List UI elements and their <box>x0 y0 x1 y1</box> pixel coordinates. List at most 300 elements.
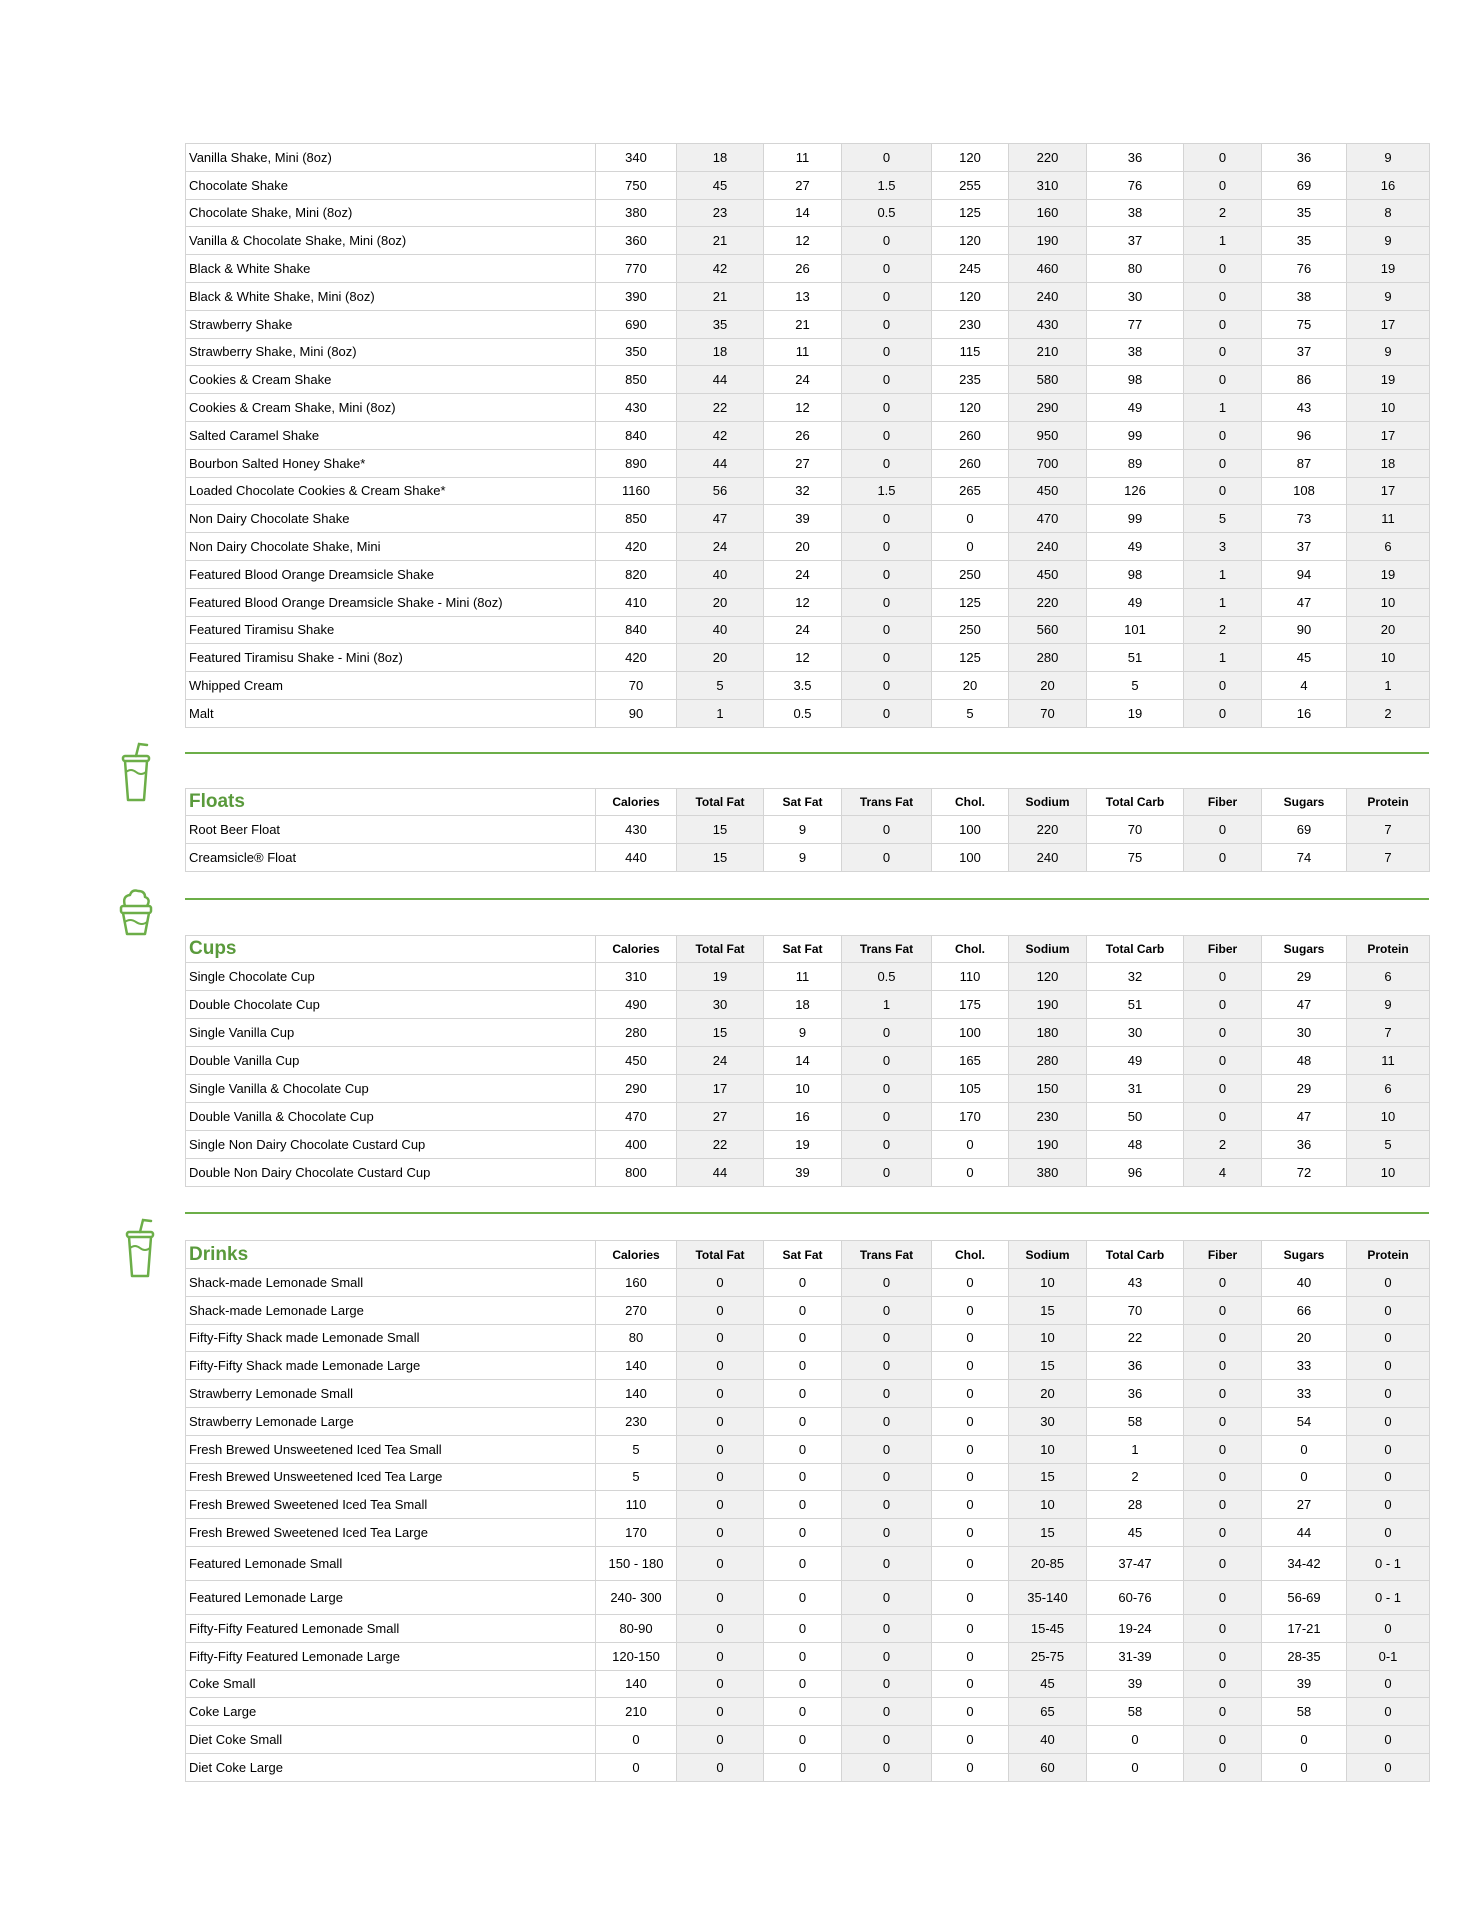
nutrition-value: 99 <box>1087 505 1184 533</box>
table-row <box>186 560 1430 588</box>
nutrition-value: 30 <box>1087 282 1184 310</box>
nutrition-value: 0 <box>1347 1698 1430 1726</box>
nutrition-value: 7 <box>1347 1019 1430 1047</box>
nutrition-value: 37 <box>1262 533 1347 561</box>
nutrition-value: 37-47 <box>1087 1546 1184 1580</box>
nutrition-value: 0 <box>932 1296 1009 1324</box>
col-header: Total Carb <box>1087 936 1184 963</box>
nutrition-value: 10 <box>1347 644 1430 672</box>
nutrition-value: 0 <box>842 1753 932 1781</box>
nutrition-value: 86 <box>1262 366 1347 394</box>
nutrition-value: 10 <box>1347 1159 1430 1187</box>
nutrition-value: 35-140 <box>1009 1580 1087 1614</box>
nutrition-value: 9 <box>764 816 842 844</box>
nutrition-value: 125 <box>932 588 1009 616</box>
nutrition-value: 10 <box>1009 1324 1087 1352</box>
nutrition-value: 24 <box>677 533 764 561</box>
nutrition-value: 37 <box>1262 338 1347 366</box>
floats-nutrition-table <box>185 788 1430 872</box>
table-row <box>186 1726 1430 1754</box>
table-row <box>186 171 1430 199</box>
nutrition-value: 27 <box>677 1103 764 1131</box>
nutrition-value: 0 <box>1262 1463 1347 1491</box>
col-header: Protein <box>1347 789 1430 816</box>
nutrition-value: 50 <box>1087 1103 1184 1131</box>
nutrition-value: 0 <box>1184 1435 1262 1463</box>
nutrition-value: 23 <box>677 199 764 227</box>
nutrition-value: 15 <box>677 1019 764 1047</box>
table-row <box>186 1614 1430 1642</box>
nutrition-value: 0 <box>842 144 932 172</box>
table-row <box>186 1296 1430 1324</box>
nutrition-value: 0 <box>764 1580 842 1614</box>
nutrition-value: 3 <box>1184 533 1262 561</box>
nutrition-value: 0 <box>1184 477 1262 505</box>
nutrition-value: 0 <box>932 1159 1009 1187</box>
nutrition-value: 0 <box>932 1463 1009 1491</box>
nutrition-value: 18 <box>1347 449 1430 477</box>
nutrition-value: 0 <box>842 1491 932 1519</box>
nutrition-value: 0 <box>932 1324 1009 1352</box>
nutrition-value: 0 <box>764 1698 842 1726</box>
drink-cup-icon <box>124 1218 156 1280</box>
nutrition-value: 22 <box>677 394 764 422</box>
nutrition-value: 0 <box>677 1463 764 1491</box>
nutrition-value: 0 <box>842 338 932 366</box>
nutrition-value: 94 <box>1262 560 1347 588</box>
nutrition-value: 0 <box>1184 310 1262 338</box>
nutrition-value: 450 <box>1009 477 1087 505</box>
nutrition-value: 290 <box>596 1075 677 1103</box>
nutrition-value: 1 <box>1347 672 1430 700</box>
nutrition-value: 19 <box>1347 255 1430 283</box>
nutrition-value: 0 - 1 <box>1347 1546 1430 1580</box>
nutrition-value: 0 <box>1184 699 1262 727</box>
nutrition-value: 47 <box>1262 588 1347 616</box>
nutrition-value: 18 <box>677 338 764 366</box>
item-name: Non Dairy Chocolate Shake, Mini <box>186 533 596 561</box>
nutrition-value: 0 <box>842 394 932 422</box>
nutrition-value: 0 <box>842 560 932 588</box>
table-row <box>186 672 1430 700</box>
nutrition-value: 470 <box>596 1103 677 1131</box>
item-name: Cookies & Cream Shake <box>186 366 596 394</box>
nutrition-value: 190 <box>1009 227 1087 255</box>
nutrition-value: 800 <box>596 1159 677 1187</box>
nutrition-value: 58 <box>1262 1698 1347 1726</box>
section-divider <box>185 1212 1429 1214</box>
nutrition-value: 49 <box>1087 533 1184 561</box>
nutrition-value: 45 <box>1009 1670 1087 1698</box>
item-name: Cookies & Cream Shake, Mini (8oz) <box>186 394 596 422</box>
table-row <box>186 616 1430 644</box>
nutrition-value: 0 <box>842 1698 932 1726</box>
item-name: Black & White Shake, Mini (8oz) <box>186 282 596 310</box>
table-row <box>186 449 1430 477</box>
nutrition-value: 120-150 <box>596 1642 677 1670</box>
nutrition-value: 17-21 <box>1262 1614 1347 1642</box>
nutrition-value: 430 <box>596 816 677 844</box>
nutrition-value: 0 <box>842 449 932 477</box>
nutrition-value: 0 <box>1184 1580 1262 1614</box>
nutrition-value: 0 <box>842 1726 932 1754</box>
nutrition-value: 230 <box>1009 1103 1087 1131</box>
nutrition-value: 28-35 <box>1262 1642 1347 1670</box>
nutrition-value: 0 <box>1184 1075 1262 1103</box>
nutrition-value: 840 <box>596 616 677 644</box>
custard-cup-icon <box>118 888 154 938</box>
col-header: Calories <box>596 936 677 963</box>
nutrition-value: 35 <box>677 310 764 338</box>
cup-with-straw-icon <box>120 742 152 804</box>
nutrition-value: 0 <box>842 1047 932 1075</box>
nutrition-value: 0 <box>1184 963 1262 991</box>
item-name: Vanilla & Chocolate Shake, Mini (8oz) <box>186 227 596 255</box>
table-row <box>186 1324 1430 1352</box>
table-row <box>186 1546 1430 1580</box>
item-name: Strawberry Shake, Mini (8oz) <box>186 338 596 366</box>
table-row <box>186 505 1430 533</box>
nutrition-value: 77 <box>1087 310 1184 338</box>
nutrition-value: 220 <box>1009 144 1087 172</box>
nutrition-value: 110 <box>932 963 1009 991</box>
nutrition-value: 24 <box>764 560 842 588</box>
nutrition-value: 110 <box>596 1491 677 1519</box>
nutrition-value: 0 <box>1347 1296 1430 1324</box>
nutrition-value: 0 <box>842 533 932 561</box>
nutrition-value: 0 <box>842 1435 932 1463</box>
nutrition-value: 33 <box>1262 1380 1347 1408</box>
table-row <box>186 1047 1430 1075</box>
nutrition-value: 190 <box>1009 1131 1087 1159</box>
nutrition-value: 0 - 1 <box>1347 1580 1430 1614</box>
nutrition-value: 0 <box>1347 1324 1430 1352</box>
nutrition-value: 0 <box>677 1519 764 1547</box>
nutrition-value: 75 <box>1262 310 1347 338</box>
nutrition-value: 0 <box>1262 1435 1347 1463</box>
nutrition-value: 5 <box>596 1435 677 1463</box>
nutrition-value: 0 <box>842 366 932 394</box>
nutrition-value: 0 <box>1184 171 1262 199</box>
nutrition-value: 0 <box>842 1159 932 1187</box>
nutrition-value: 76 <box>1262 255 1347 283</box>
item-name: Salted Caramel Shake <box>186 421 596 449</box>
nutrition-value: 1 <box>1184 560 1262 588</box>
nutrition-value: 9 <box>1347 991 1430 1019</box>
nutrition-value: 1160 <box>596 477 677 505</box>
nutrition-value: 770 <box>596 255 677 283</box>
nutrition-value: 73 <box>1262 505 1347 533</box>
nutrition-value: 0 <box>1347 1519 1430 1547</box>
nutrition-value: 45 <box>677 171 764 199</box>
nutrition-value: 0 <box>677 1670 764 1698</box>
item-name: Single Vanilla & Chocolate Cup <box>186 1075 596 1103</box>
nutrition-value: 0 <box>842 1296 932 1324</box>
nutrition-value: 0 <box>1184 1407 1262 1435</box>
table-row <box>186 1491 1430 1519</box>
nutrition-value: 0 <box>1184 144 1262 172</box>
col-header: Sat Fat <box>764 1241 842 1269</box>
nutrition-value: 0 <box>677 1580 764 1614</box>
nutrition-value: 0 <box>764 1642 842 1670</box>
nutrition-value: 16 <box>764 1103 842 1131</box>
nutrition-value: 0 <box>932 1642 1009 1670</box>
nutrition-value: 0 <box>1347 1670 1430 1698</box>
table-row <box>186 144 1430 172</box>
nutrition-value: 0 <box>1347 1352 1430 1380</box>
nutrition-value: 0 <box>842 699 932 727</box>
nutrition-value: 56-69 <box>1262 1580 1347 1614</box>
nutrition-value: 18 <box>677 144 764 172</box>
nutrition-value: 101 <box>1087 616 1184 644</box>
nutrition-value: 0 <box>932 1670 1009 1698</box>
nutrition-value: 87 <box>1262 449 1347 477</box>
nutrition-value: 0.5 <box>842 963 932 991</box>
section-divider <box>185 752 1429 754</box>
nutrition-value: 390 <box>596 282 677 310</box>
nutrition-value: 12 <box>764 588 842 616</box>
nutrition-value: 0 <box>1184 1463 1262 1491</box>
item-name: Coke Large <box>186 1698 596 1726</box>
nutrition-value: 0 <box>1184 844 1262 872</box>
nutrition-value: 0 <box>764 1296 842 1324</box>
item-name: Non Dairy Chocolate Shake <box>186 505 596 533</box>
nutrition-value: 56 <box>677 477 764 505</box>
nutrition-value: 0 <box>932 1726 1009 1754</box>
nutrition-value: 255 <box>932 171 1009 199</box>
item-name: Featured Tiramisu Shake <box>186 616 596 644</box>
nutrition-value: 0 <box>932 1546 1009 1580</box>
nutrition-value: 0 <box>842 1075 932 1103</box>
nutrition-value: 140 <box>596 1380 677 1408</box>
nutrition-value: 0.5 <box>764 699 842 727</box>
nutrition-value: 350 <box>596 338 677 366</box>
table-row <box>186 1103 1430 1131</box>
nutrition-value: 45 <box>1262 644 1347 672</box>
nutrition-value: 38 <box>1087 338 1184 366</box>
nutrition-value: 1.5 <box>842 477 932 505</box>
nutrition-value: 100 <box>932 816 1009 844</box>
nutrition-value: 0 <box>932 1614 1009 1642</box>
nutrition-value: 0 <box>1184 1642 1262 1670</box>
col-header: Protein <box>1347 936 1430 963</box>
nutrition-value: 15 <box>1009 1519 1087 1547</box>
nutrition-value: 290 <box>1009 394 1087 422</box>
nutrition-value: 265 <box>932 477 1009 505</box>
nutrition-value: 29 <box>1262 1075 1347 1103</box>
nutrition-value: 170 <box>596 1519 677 1547</box>
nutrition-value: 17 <box>1347 477 1430 505</box>
nutrition-value: 0 <box>932 1580 1009 1614</box>
nutrition-value: 0 <box>842 1269 932 1297</box>
item-name: Fresh Brewed Unsweetened Iced Tea Small <box>186 1435 596 1463</box>
nutrition-value: 850 <box>596 366 677 394</box>
nutrition-value: 0 <box>842 1324 932 1352</box>
table-row <box>186 1463 1430 1491</box>
nutrition-value: 0 <box>932 1753 1009 1781</box>
item-name: Strawberry Lemonade Small <box>186 1380 596 1408</box>
item-name: Fifty-Fifty Featured Lemonade Large <box>186 1642 596 1670</box>
nutrition-value: 32 <box>764 477 842 505</box>
nutrition-value: 0 <box>677 1352 764 1380</box>
nutrition-value: 11 <box>764 338 842 366</box>
nutrition-value: 1 <box>842 991 932 1019</box>
nutrition-value: 29 <box>1262 963 1347 991</box>
nutrition-value: 240 <box>1009 533 1087 561</box>
nutrition-value: 150 - 180 <box>596 1546 677 1580</box>
table-row <box>186 1019 1430 1047</box>
col-header: Sugars <box>1262 1241 1347 1269</box>
nutrition-value: 1 <box>1184 227 1262 255</box>
nutrition-value: 39 <box>764 1159 842 1187</box>
nutrition-value: 5 <box>677 672 764 700</box>
nutrition-value: 35 <box>1262 199 1347 227</box>
nutrition-value: 0 <box>932 1698 1009 1726</box>
nutrition-value: 66 <box>1262 1296 1347 1324</box>
item-name: Fifty-Fifty Featured Lemonade Small <box>186 1614 596 1642</box>
nutrition-value: 0 <box>764 1519 842 1547</box>
nutrition-value: 0 <box>1184 1614 1262 1642</box>
nutrition-value: 51 <box>1087 991 1184 1019</box>
nutrition-value: 0 <box>596 1753 677 1781</box>
table-row <box>186 816 1430 844</box>
nutrition-value: 49 <box>1087 394 1184 422</box>
nutrition-value: 240 <box>1009 844 1087 872</box>
nutrition-value: 15 <box>677 844 764 872</box>
nutrition-value: 10 <box>1347 1103 1430 1131</box>
nutrition-value: 0 <box>842 644 932 672</box>
nutrition-value: 0 <box>1184 1491 1262 1519</box>
nutrition-value: 490 <box>596 991 677 1019</box>
nutrition-value: 76 <box>1087 171 1184 199</box>
nutrition-value: 0 <box>764 1753 842 1781</box>
col-header: Total Fat <box>677 936 764 963</box>
section-title: Drinks <box>186 1241 596 1269</box>
nutrition-value: 0 <box>1347 1753 1430 1781</box>
nutrition-value: 100 <box>932 844 1009 872</box>
table-row <box>186 1670 1430 1698</box>
nutrition-value: 230 <box>932 310 1009 338</box>
nutrition-value: 49 <box>1087 588 1184 616</box>
nutrition-value: 36 <box>1262 144 1347 172</box>
nutrition-value: 120 <box>932 282 1009 310</box>
nutrition-value: 310 <box>596 963 677 991</box>
col-header: Chol. <box>932 1241 1009 1269</box>
item-name: Creamsicle® Float <box>186 844 596 872</box>
col-header: Sugars <box>1262 936 1347 963</box>
nutrition-value: 180 <box>1009 1019 1087 1047</box>
nutrition-value: 690 <box>596 310 677 338</box>
nutrition-value: 10 <box>1009 1269 1087 1297</box>
nutrition-value: 1 <box>1184 394 1262 422</box>
nutrition-value: 48 <box>1262 1047 1347 1075</box>
nutrition-value: 1.5 <box>842 171 932 199</box>
table-row <box>186 1075 1430 1103</box>
nutrition-value: 890 <box>596 449 677 477</box>
item-name: Black & White Shake <box>186 255 596 283</box>
nutrition-value: 0-1 <box>1347 1642 1430 1670</box>
table-row <box>186 282 1430 310</box>
nutrition-value: 0 <box>842 310 932 338</box>
item-name: Double Chocolate Cup <box>186 991 596 1019</box>
nutrition-value: 20 <box>1262 1324 1347 1352</box>
nutrition-value: 0 <box>1184 1324 1262 1352</box>
item-name: Vanilla Shake, Mini (8oz) <box>186 144 596 172</box>
nutrition-value: 11 <box>764 144 842 172</box>
item-name: Bourbon Salted Honey Shake* <box>186 449 596 477</box>
item-name: Malt <box>186 699 596 727</box>
nutrition-value: 0 <box>1184 338 1262 366</box>
nutrition-value: 7 <box>1347 816 1430 844</box>
nutrition-value: 0 <box>842 816 932 844</box>
col-header: Total Carb <box>1087 789 1184 816</box>
nutrition-value: 1 <box>1087 1435 1184 1463</box>
nutrition-value: 45 <box>1087 1519 1184 1547</box>
nutrition-value: 30 <box>1087 1019 1184 1047</box>
nutrition-value: 160 <box>1009 199 1087 227</box>
nutrition-value: 0 <box>932 1435 1009 1463</box>
nutrition-value: 0 <box>1184 1726 1262 1754</box>
table-row <box>186 644 1430 672</box>
nutrition-value: 420 <box>596 644 677 672</box>
nutrition-value: 125 <box>932 199 1009 227</box>
nutrition-value: 43 <box>1262 394 1347 422</box>
nutrition-value: 250 <box>932 616 1009 644</box>
nutrition-value: 0 <box>1184 1352 1262 1380</box>
item-name: Fifty-Fifty Shack made Lemonade Small <box>186 1324 596 1352</box>
nutrition-value: 0 <box>677 1614 764 1642</box>
nutrition-value: 220 <box>1009 816 1087 844</box>
nutrition-value: 2 <box>1347 699 1430 727</box>
nutrition-value: 0 <box>1347 1380 1430 1408</box>
nutrition-value: 0 <box>1184 1019 1262 1047</box>
nutrition-value: 11 <box>1347 505 1430 533</box>
nutrition-value: 27 <box>1262 1491 1347 1519</box>
nutrition-value: 16 <box>1347 171 1430 199</box>
col-header: Total Carb <box>1087 1241 1184 1269</box>
nutrition-value: 400 <box>596 1131 677 1159</box>
nutrition-value: 2 <box>1184 616 1262 644</box>
nutrition-value: 15 <box>677 816 764 844</box>
nutrition-value: 37 <box>1087 227 1184 255</box>
nutrition-value: 430 <box>1009 310 1087 338</box>
item-name: Chocolate Shake <box>186 171 596 199</box>
col-header: Calories <box>596 789 677 816</box>
item-name: Featured Blood Orange Dreamsicle Shake - Mini (8oz) <box>186 588 596 616</box>
nutrition-value: 0 <box>764 1269 842 1297</box>
nutrition-value: 13 <box>764 282 842 310</box>
nutrition-value: 5 <box>1087 672 1184 700</box>
nutrition-value: 175 <box>932 991 1009 1019</box>
nutrition-value: 20-85 <box>1009 1546 1087 1580</box>
nutrition-value: 430 <box>596 394 677 422</box>
nutrition-value: 0 <box>764 1324 842 1352</box>
nutrition-value: 380 <box>1009 1159 1087 1187</box>
nutrition-value: 0 <box>677 1324 764 1352</box>
nutrition-value: 70 <box>596 672 677 700</box>
item-name: Double Vanilla Cup <box>186 1047 596 1075</box>
section-divider <box>185 898 1429 900</box>
nutrition-value: 69 <box>1262 816 1347 844</box>
nutrition-value: 230 <box>596 1407 677 1435</box>
nutrition-value: 20 <box>764 533 842 561</box>
col-header: Sodium <box>1009 789 1087 816</box>
nutrition-value: 40 <box>677 560 764 588</box>
item-name: Coke Small <box>186 1670 596 1698</box>
nutrition-value: 0 <box>1184 1296 1262 1324</box>
nutrition-value: 560 <box>1009 616 1087 644</box>
nutrition-value: 0 <box>842 1546 932 1580</box>
